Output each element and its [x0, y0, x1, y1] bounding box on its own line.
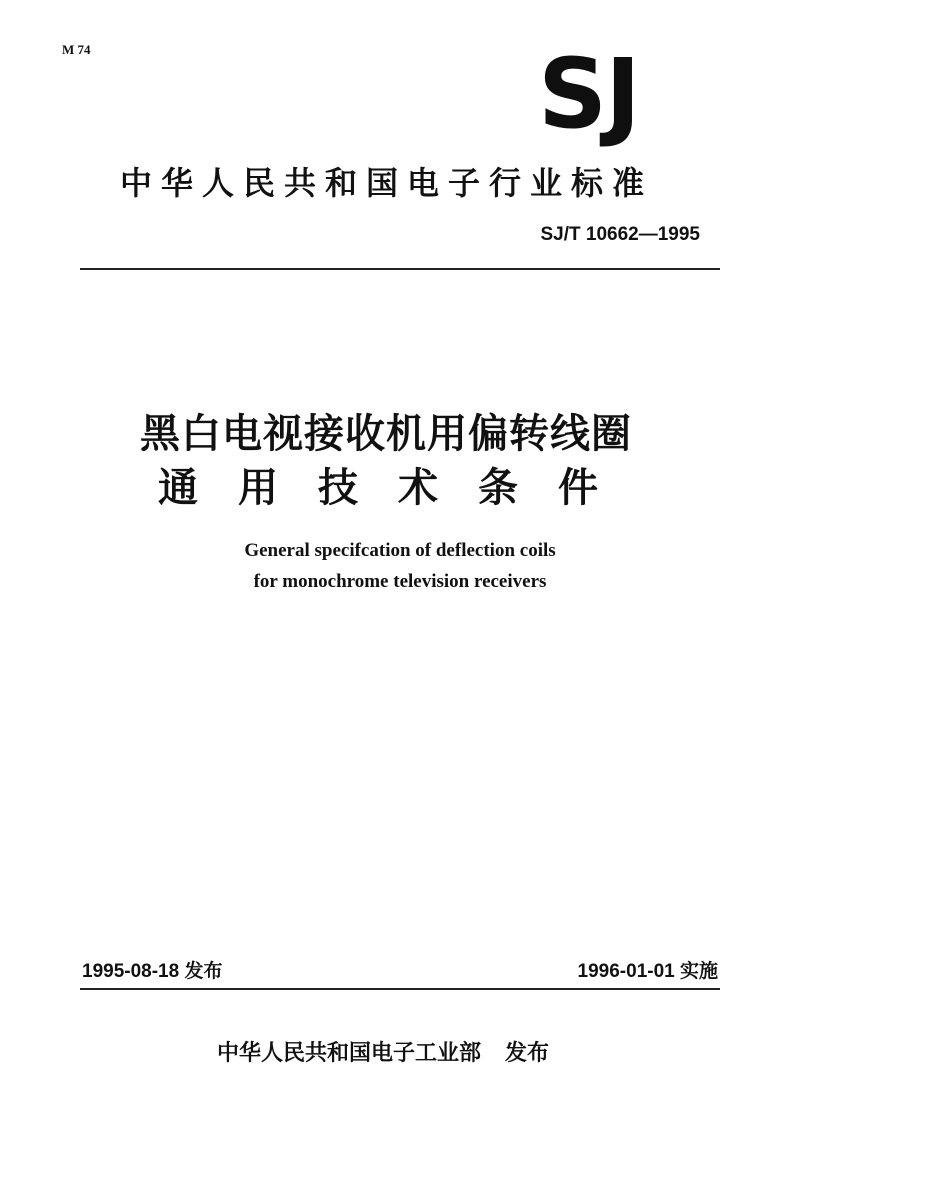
classification-code: M 74	[62, 42, 91, 57]
sj-logo: SJ	[538, 38, 639, 150]
document-title-en-line2: for monochrome television receivers	[253, 571, 547, 592]
industry-standard-title: 中华人民共和国电子行业标准	[120, 164, 654, 202]
publisher-line	[217, 1036, 549, 1067]
publish-label: 发布	[505, 1041, 550, 1066]
issue-date: 1995-08-18 发布	[82, 961, 223, 982]
document-title-zh-line2: 通用技术条件	[158, 465, 638, 511]
implementation-date: 1996-01-01 实施	[577, 961, 718, 982]
bottom-divider	[80, 988, 720, 990]
document-title-en-line1: General specifcation of deflection coils	[244, 540, 556, 561]
top-divider	[80, 268, 720, 270]
publisher-name: 中华人民共和国电子工业部	[217, 1041, 482, 1066]
standard-number: SJ/T 10662—1995	[540, 224, 700, 245]
document-title-zh-line1: 黑白电视接收机用偏转线圈	[140, 411, 632, 457]
